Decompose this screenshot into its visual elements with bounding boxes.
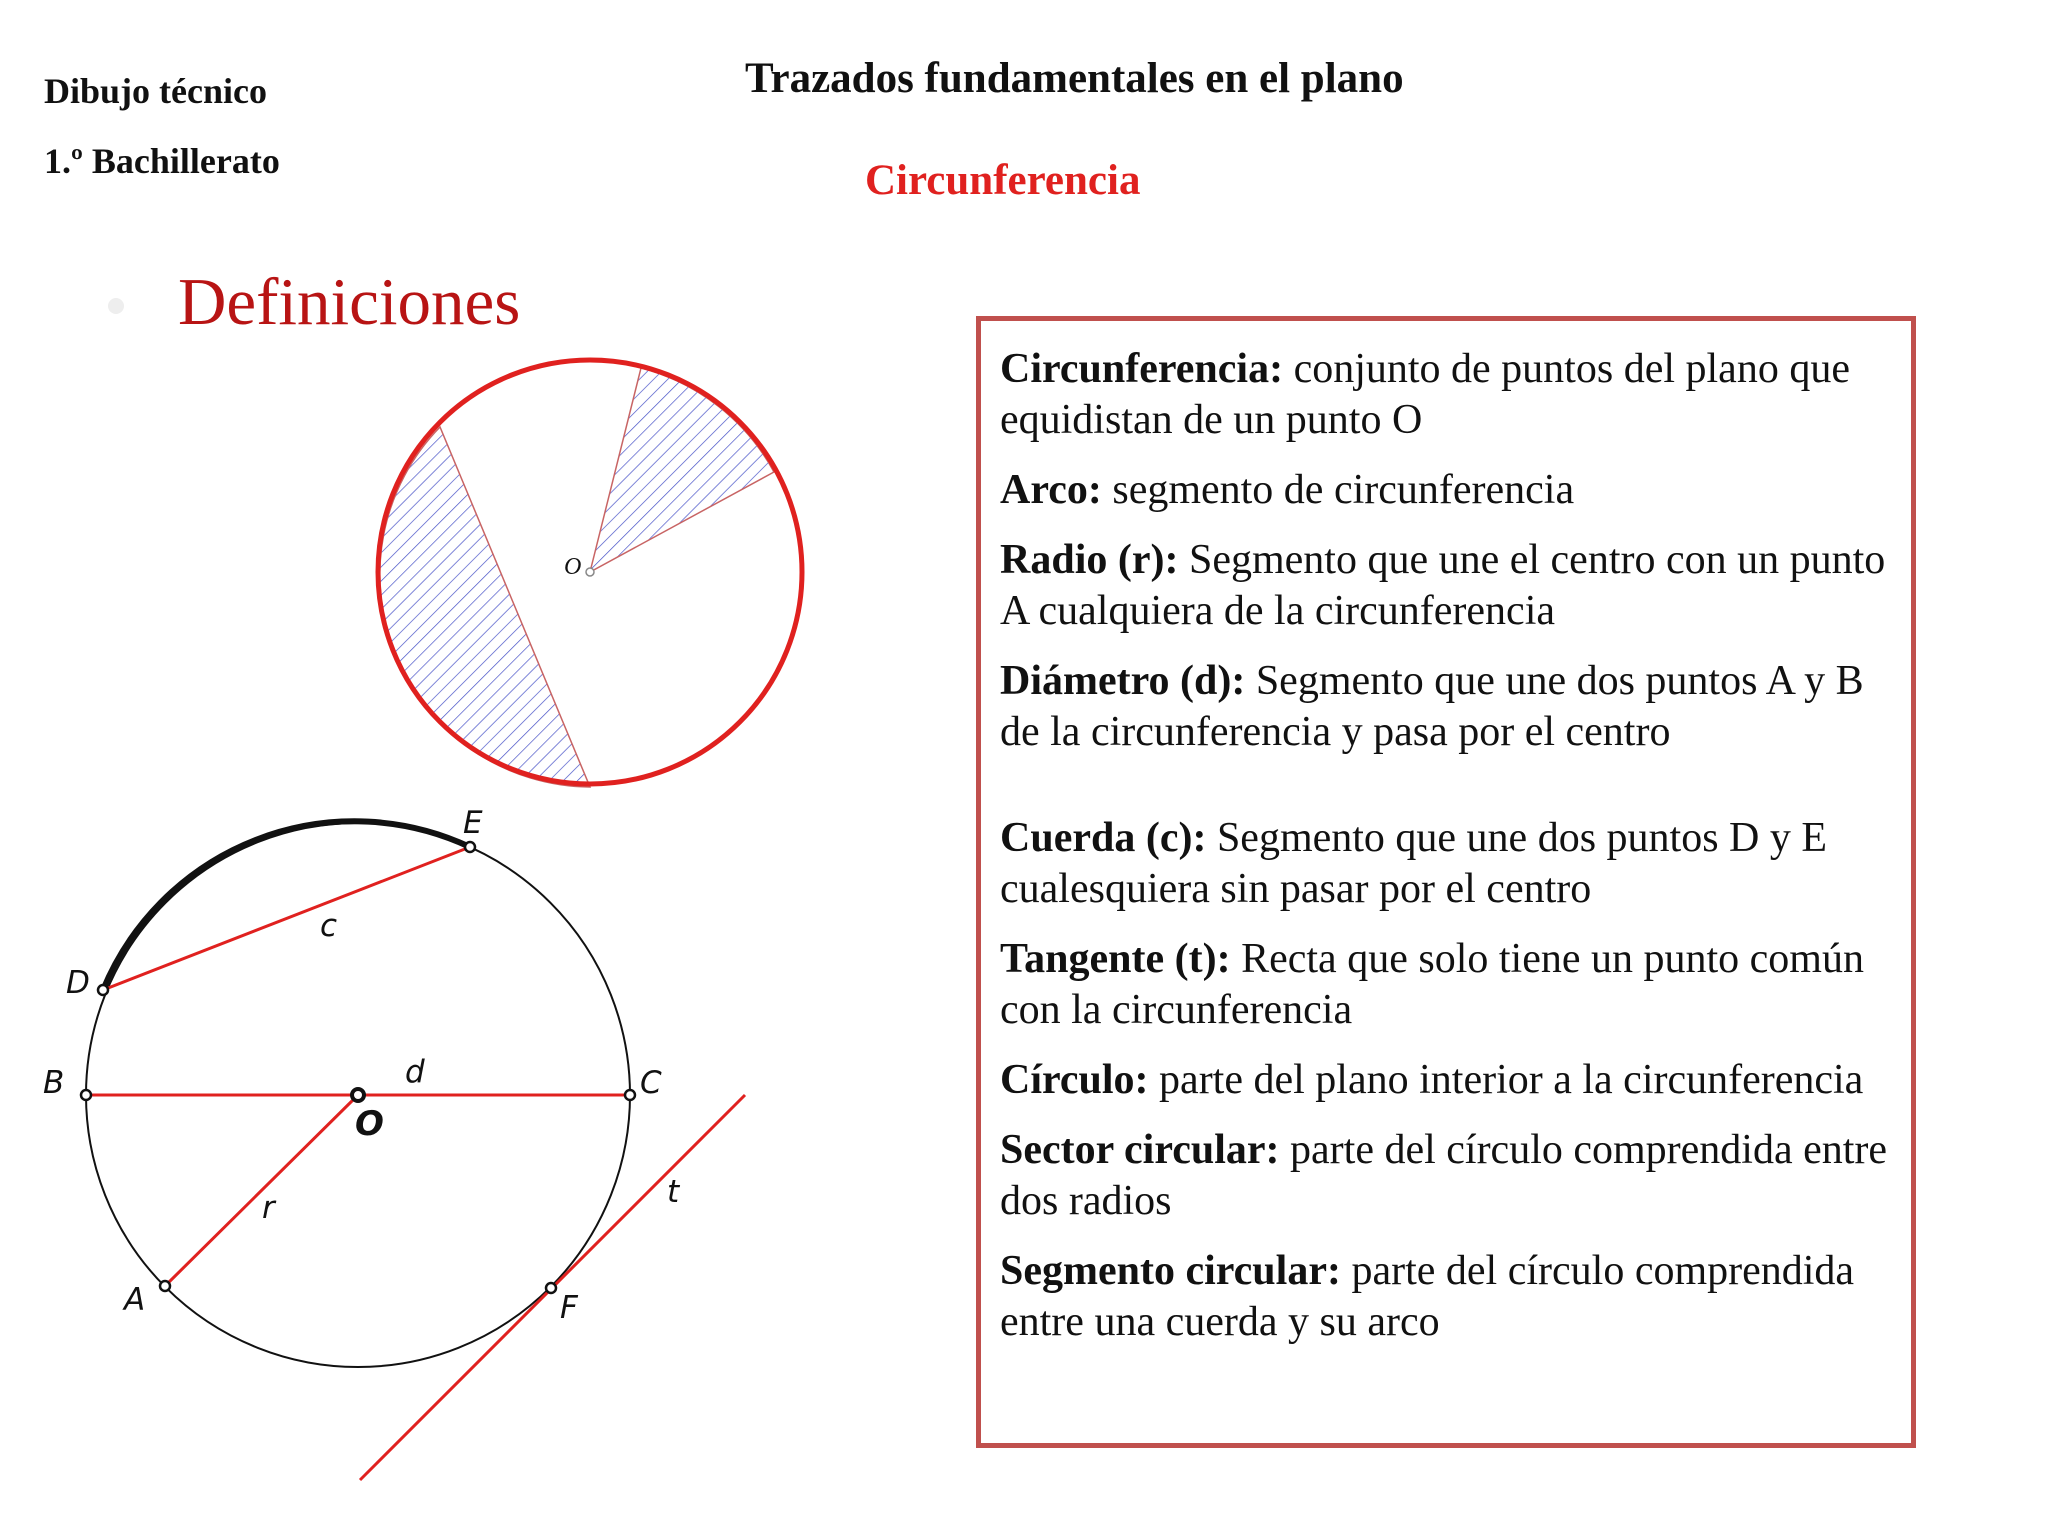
- definition-text: Segmento que une el centro con un punto A cualquiera de la circunferencia: [1000, 537, 1886, 634]
- label-A: A: [124, 1282, 146, 1318]
- label-c: c: [320, 908, 338, 944]
- page-title: Trazados fundamentales en el plano: [745, 55, 1404, 102]
- definition-text: Recta que solo tiene un punto común con la circunferencia: [1000, 936, 1864, 1033]
- arc-DE: [103, 821, 470, 990]
- definition-text: Segmento que une dos puntos A y B de la circunferencia y pasa por el centro: [1000, 658, 1864, 755]
- center-point-top: [586, 568, 594, 576]
- point-F: [546, 1283, 556, 1293]
- label-C: C: [640, 1065, 662, 1101]
- point-C: [625, 1090, 635, 1100]
- definition-term: Tangente (t):: [1000, 936, 1231, 982]
- label-E: E: [463, 805, 483, 841]
- definition-text: segmento de circunferencia: [1112, 467, 1575, 513]
- point-O: [352, 1089, 364, 1101]
- course-level: 1.º Bachillerato: [44, 141, 280, 181]
- point-D: [98, 985, 108, 995]
- definition-text: parte del círculo comprendida entre una cuerda y su arco: [1000, 1248, 1855, 1345]
- point-E: [465, 842, 475, 852]
- circle-figure-bottom: [43, 805, 745, 1480]
- chord-c: [103, 847, 470, 990]
- definition-text: Segmento que une dos puntos D y E cualesquiera sin pasar por el centro: [1000, 815, 1828, 912]
- definition-term: Diámetro (d):: [1000, 658, 1246, 704]
- definition-term: Arco:: [1000, 467, 1102, 513]
- label-t: t: [667, 1174, 680, 1210]
- circular-segment-hatch: [380, 427, 590, 787]
- definition-text: conjunto de puntos del plano que equidistan de un punto O: [1000, 346, 1850, 443]
- label-B: B: [43, 1065, 65, 1101]
- label-d: d: [405, 1054, 425, 1090]
- definition-term: Cuerda (c):: [1000, 815, 1207, 861]
- definition-term: Sector circular:: [1000, 1127, 1280, 1173]
- definition-term: Segmento circular:: [1000, 1248, 1341, 1294]
- label-O: O: [355, 1104, 384, 1144]
- circle-figure-top: [378, 360, 802, 787]
- course-subject: Dibujo técnico: [44, 71, 267, 111]
- point-B: [81, 1090, 91, 1100]
- center-label-top: O: [564, 554, 582, 580]
- section-heading: Definiciones: [178, 265, 521, 339]
- page-subtitle: Circunferencia: [865, 157, 1141, 204]
- definition-text: parte del plano interior a la circunferencia: [1159, 1057, 1864, 1103]
- label-F: F: [560, 1290, 578, 1326]
- point-A: [160, 1281, 170, 1291]
- label-D: D: [66, 965, 90, 1001]
- label-r: r: [262, 1190, 275, 1226]
- definition-term: Radio (r):: [1000, 537, 1179, 583]
- circular-sector-hatch: [590, 368, 774, 572]
- definition-text: parte del círculo comprendida entre dos radios: [1000, 1127, 1888, 1224]
- definition-term: Círculo:: [1000, 1057, 1149, 1103]
- definition-term: Circunferencia:: [1000, 346, 1284, 392]
